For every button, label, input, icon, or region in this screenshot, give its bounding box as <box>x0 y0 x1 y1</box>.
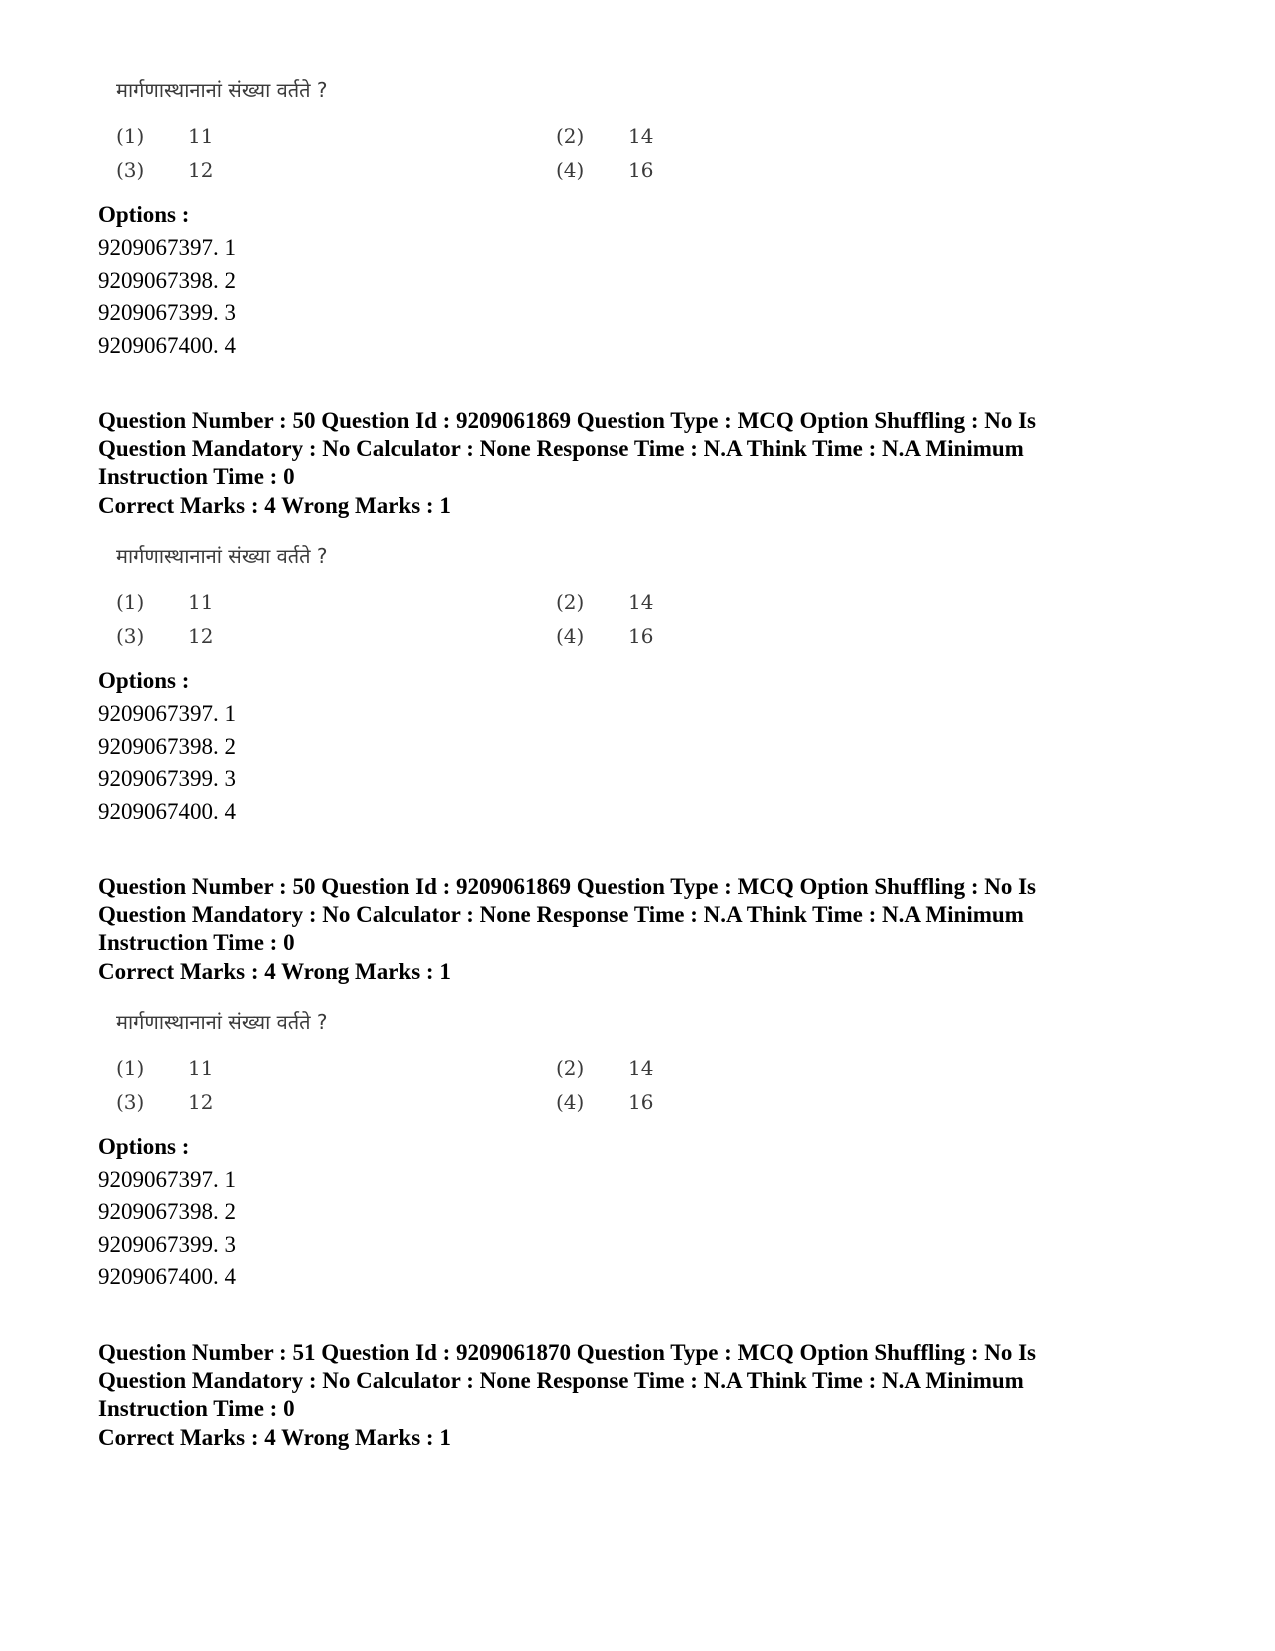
option-line: 9209067398. 2 <box>98 1199 236 1224</box>
choice-2: (2) 14 <box>556 1056 654 1080</box>
question-meta: Question Number : 50 Question Id : 9209061869 Question Type : MCQ Option Shuffling : No Is Question Mandatory : No Calculator : None Response Time : N.A Think Time : N.A Minimum Instruction Time : 0 <box>98 408 1037 489</box>
option-line: 9209067397. 1 <box>98 1167 236 1192</box>
choice-1: (1) 11 <box>116 1056 214 1080</box>
option-line: 9209067398. 2 <box>98 734 236 759</box>
marks-line: Correct Marks : 4 Wrong Marks : 1 <box>98 493 451 518</box>
options-heading: Options : <box>98 1134 190 1159</box>
choice-1: (1) 11 <box>116 124 214 148</box>
choice-1: (1) 11 <box>116 590 214 614</box>
question-meta: Question Number : 50 Question Id : 9209061869 Question Type : MCQ Option Shuffling : No Is Question Mandatory : No Calculator : None Response Time : N.A Think Time : N.A Minimum Instruction Time : 0 <box>98 874 1037 955</box>
question-image <box>116 1008 676 1126</box>
option-line: 9209067400. 4 <box>98 1264 236 1289</box>
option-line: 9209067400. 4 <box>98 333 236 358</box>
option-line: 9209067399. 3 <box>98 1232 236 1257</box>
choice-2: (2) 14 <box>556 124 654 148</box>
options-heading: Options : <box>98 668 190 693</box>
question-image <box>116 542 676 660</box>
choice-4: (4) 16 <box>556 624 654 648</box>
choice-4: (4) 16 <box>556 1090 654 1114</box>
question-text: मार्गणास्थानानां संख्या वर्तते ? <box>116 1010 328 1034</box>
choice-4: (4) 16 <box>556 158 654 182</box>
option-line: 9209067400. 4 <box>98 799 236 824</box>
option-line: 9209067397. 1 <box>98 701 236 726</box>
option-line: 9209067398. 2 <box>98 268 236 293</box>
question-meta: Question Number : 51 Question Id : 9209061870 Question Type : MCQ Option Shuffling : No Is Question Mandatory : No Calculator : None Response Time : N.A Think Time : N.A Minimum Instruction Time : 0 <box>98 1340 1037 1421</box>
option-line: 9209067399. 3 <box>98 300 236 325</box>
option-line: 9209067399. 3 <box>98 766 236 791</box>
option-line: 9209067397. 1 <box>98 235 236 260</box>
marks-line: Correct Marks : 4 Wrong Marks : 1 <box>98 959 451 984</box>
choice-3: (3) 12 <box>116 624 214 648</box>
options-heading: Options : <box>98 202 190 227</box>
choice-3: (3) 12 <box>116 158 214 182</box>
question-text: मार्गणास्थानानां संख्या वर्तते ? <box>116 78 328 102</box>
question-image <box>116 76 676 194</box>
choice-3: (3) 12 <box>116 1090 214 1114</box>
marks-line: Correct Marks : 4 Wrong Marks : 1 <box>98 1425 451 1450</box>
choice-2: (2) 14 <box>556 590 654 614</box>
question-text: मार्गणास्थानानां संख्या वर्तते ? <box>116 544 328 568</box>
